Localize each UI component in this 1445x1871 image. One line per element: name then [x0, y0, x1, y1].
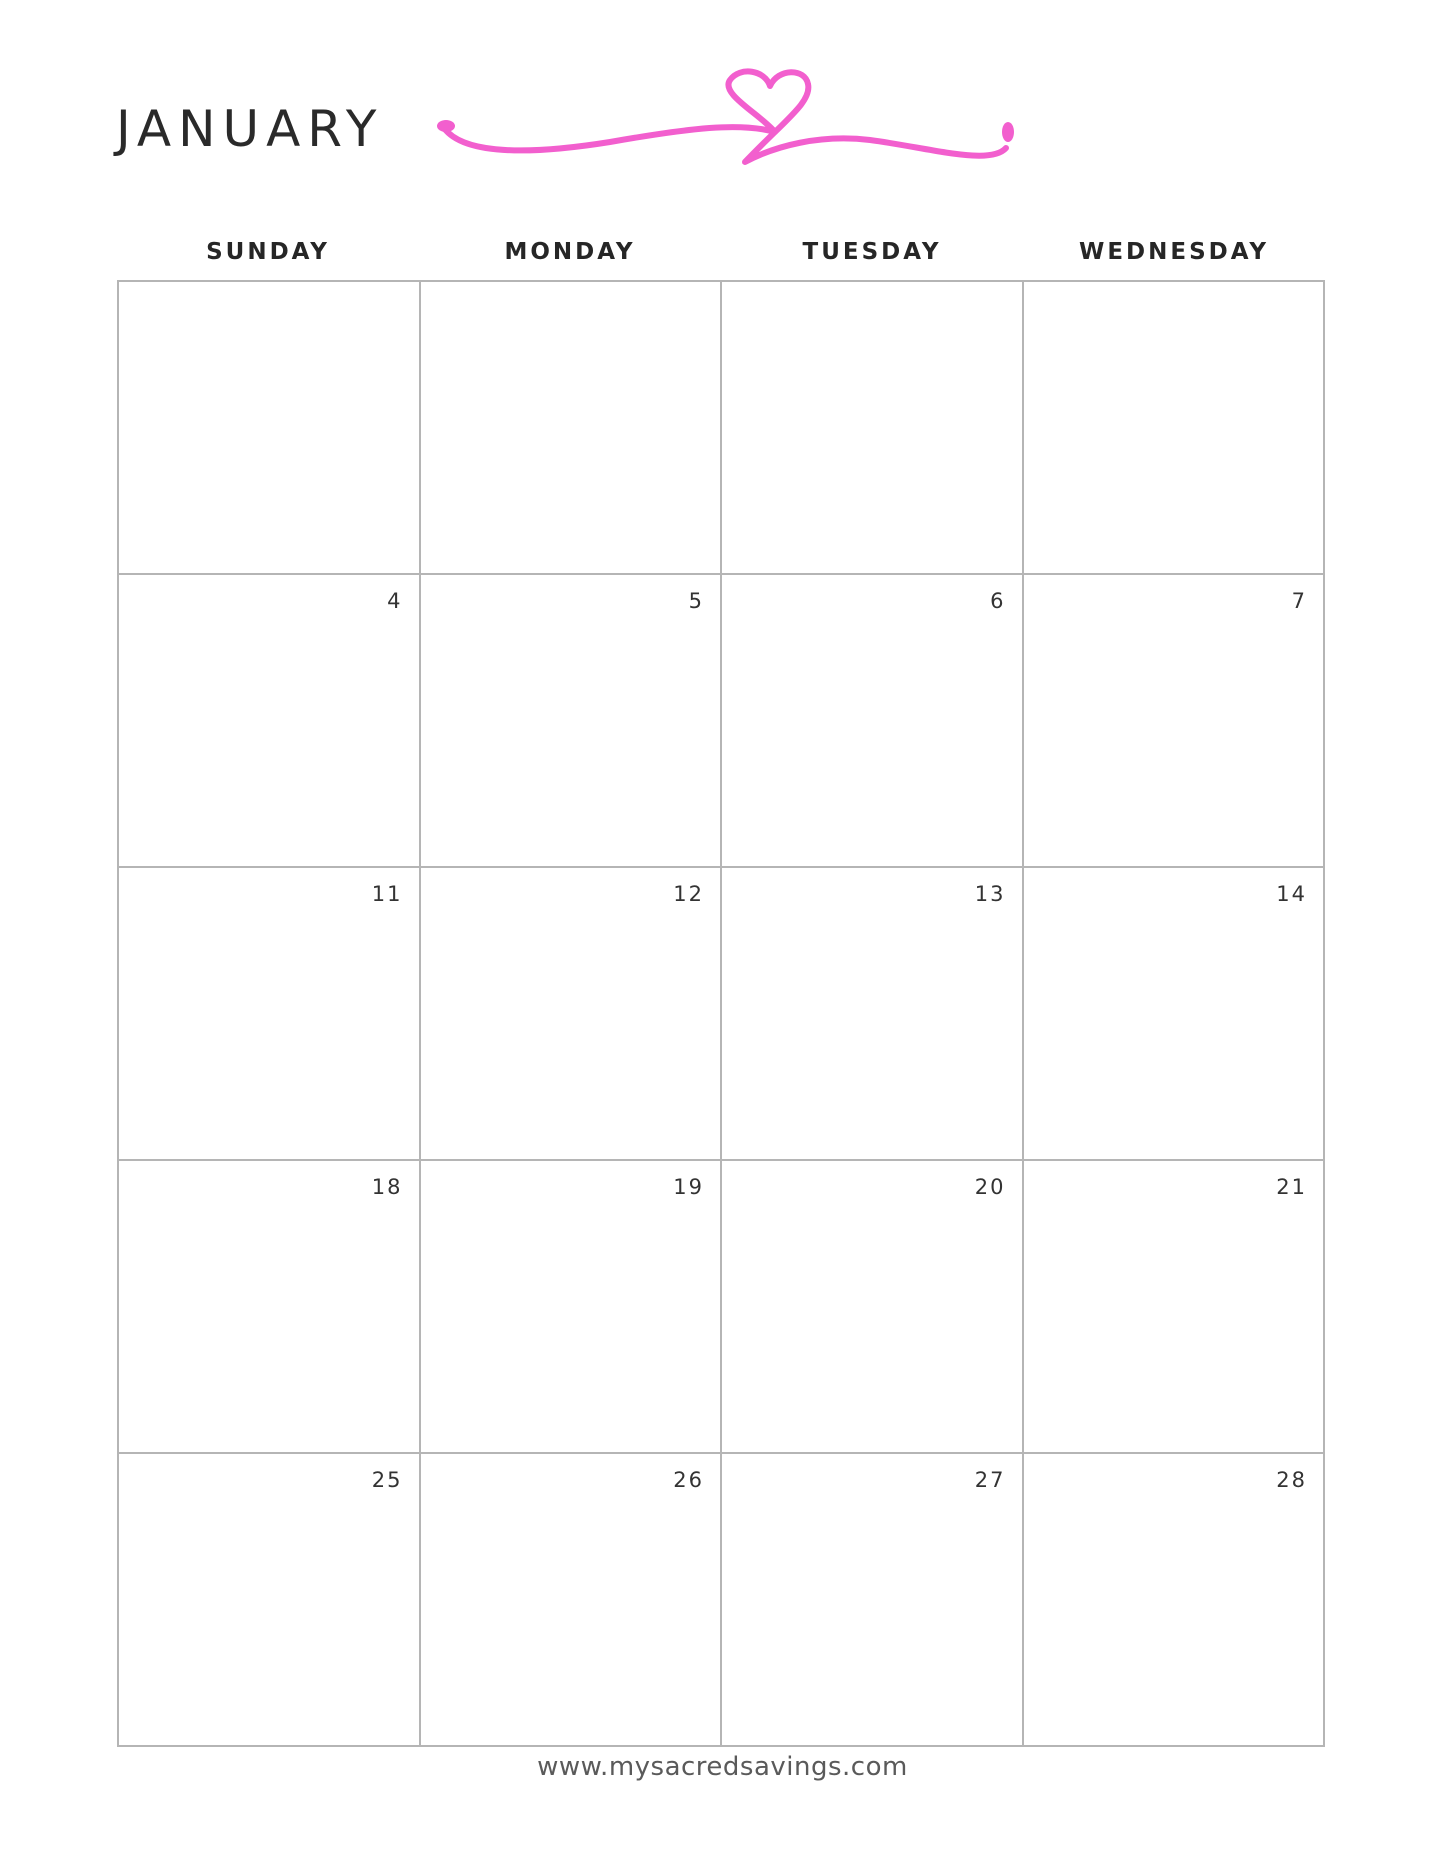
day-number: 21	[1276, 1175, 1307, 1199]
day-cell[interactable]	[119, 282, 421, 575]
day-cell[interactable]	[722, 1454, 1024, 1747]
day-cell[interactable]	[421, 282, 723, 575]
month-title: JANUARY	[116, 100, 384, 158]
day-cell[interactable]	[421, 575, 723, 868]
weekday-wednesday: WEDNESDAY	[1078, 239, 1270, 265]
day-number: 14	[1276, 882, 1307, 906]
day-cell[interactable]	[722, 1161, 1024, 1454]
day-number: 7	[1291, 589, 1307, 613]
weekday-monday: MONDAY	[504, 239, 636, 265]
weekday-tuesday: TUESDAY	[802, 239, 942, 265]
weekday-sunday: SUNDAY	[206, 239, 330, 265]
day-number: 20	[974, 1175, 1006, 1199]
day-cell[interactable]	[421, 1454, 723, 1747]
weekday-header	[117, 232, 1325, 272]
day-number: 25	[371, 1468, 403, 1492]
day-cell[interactable]	[119, 575, 421, 868]
day-cell[interactable]	[1024, 1161, 1326, 1454]
day-number: 27	[974, 1468, 1006, 1492]
day-number: 26	[673, 1468, 704, 1492]
day-cell[interactable]	[1024, 868, 1326, 1161]
footer-website[interactable]: www.mysacredsavings.com	[537, 1752, 908, 1782]
day-cell[interactable]	[722, 575, 1024, 868]
day-cell[interactable]	[421, 868, 723, 1161]
day-cell[interactable]	[722, 282, 1024, 575]
day-number: 6	[990, 589, 1006, 613]
day-number: 4	[387, 589, 403, 613]
day-number: 13	[974, 882, 1006, 906]
day-number: 28	[1276, 1468, 1307, 1492]
day-cell[interactable]	[1024, 575, 1326, 868]
day-cell[interactable]	[722, 868, 1024, 1161]
day-number: 19	[673, 1175, 704, 1199]
calendar-grid	[117, 280, 1325, 1747]
heart-flourish-icon	[430, 62, 1030, 182]
day-cell[interactable]	[119, 868, 421, 1161]
day-cell[interactable]	[119, 1454, 421, 1747]
day-cell[interactable]	[421, 1161, 723, 1454]
day-cell[interactable]	[1024, 1454, 1326, 1747]
day-number: 11	[371, 882, 403, 906]
day-cell[interactable]	[1024, 282, 1326, 575]
day-number: 12	[673, 882, 704, 906]
day-number: 18	[371, 1175, 403, 1199]
day-number: 5	[688, 589, 704, 613]
day-cell[interactable]	[119, 1161, 421, 1454]
